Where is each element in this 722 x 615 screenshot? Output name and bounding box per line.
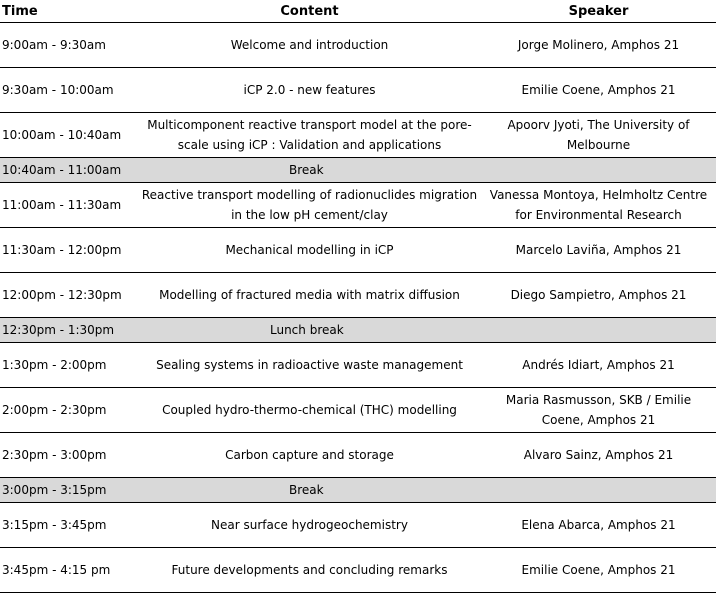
header-speaker: Speaker (481, 0, 716, 23)
break-label: Lunch break (270, 323, 344, 337)
content-cell: Welcome and introduction (138, 23, 481, 68)
content-cell: Future developments and concluding remarks (138, 548, 481, 593)
header-row (0, 0, 716, 23)
break-label: Break (289, 483, 324, 497)
speaker-cell: Jorge Molinero, Amphos 21 (481, 23, 716, 68)
header-time: Time (0, 0, 138, 23)
speaker-cell: Marcelo Laviña, Amphos 21 (481, 228, 716, 273)
content-cell: Carbon capture and storage (138, 433, 481, 478)
time-cell: 9:30am - 10:00am (0, 68, 138, 113)
time-cell: 10:00am - 10:40am (0, 113, 138, 158)
table-row (0, 273, 716, 318)
content-cell: Mechanical modelling in iCP (138, 228, 481, 273)
time-cell: 3:00pm - 3:15pm (0, 478, 138, 503)
speaker-cell: Emilie Coene, Amphos 21 (481, 68, 716, 113)
break-row (0, 158, 716, 183)
content-cell: iCP 2.0 - new features (138, 68, 481, 113)
table-row (0, 503, 716, 548)
break-cell (138, 158, 481, 183)
speaker-cell: Diego Sampietro, Amphos 21 (481, 273, 716, 318)
table-row (0, 433, 716, 478)
break-cell (138, 478, 481, 503)
content-cell: Modelling of fractured media with matrix diffusion (138, 273, 481, 318)
time-cell: 12:30pm - 1:30pm (0, 318, 138, 343)
speaker-cell: Apoorv Jyoti, The University of Melbourne (481, 113, 716, 158)
break-cell (138, 318, 481, 343)
time-cell: 2:30pm - 3:00pm (0, 433, 138, 478)
time-cell: 11:00am - 11:30am (0, 183, 138, 228)
speaker-cell: Vanessa Montoya, Helmholtz Centre for Environmental Research (481, 183, 716, 228)
break-row (0, 478, 716, 503)
table-row (0, 548, 716, 593)
break-row (0, 318, 716, 343)
speaker-cell (481, 478, 716, 503)
content-cell: Reactive transport modelling of radionuclides migration in the low pH cement/clay (138, 183, 481, 228)
content-cell: Multicomponent reactive transport model at the pore-scale using iCP : Validation and applications (138, 113, 481, 158)
header-content: Content (138, 0, 481, 23)
table-row (0, 23, 716, 68)
speaker-cell: Elena Abarca, Amphos 21 (481, 503, 716, 548)
speaker-cell: Emilie Coene, Amphos 21 (481, 548, 716, 593)
speaker-cell: Alvaro Sainz, Amphos 21 (481, 433, 716, 478)
table-row (0, 68, 716, 113)
time-cell: 9:00am - 9:30am (0, 23, 138, 68)
speaker-cell: Maria Rasmusson, SKB / Emilie Coene, Amphos 21 (481, 388, 716, 433)
time-cell: 3:15pm - 3:45pm (0, 503, 138, 548)
content-cell: Sealing systems in radioactive waste management (138, 343, 481, 388)
time-cell: 10:40am - 11:00am (0, 158, 138, 183)
time-cell: 2:00pm - 2:30pm (0, 388, 138, 433)
table-row (0, 183, 716, 228)
table-row (0, 343, 716, 388)
time-cell: 1:30pm - 2:00pm (0, 343, 138, 388)
speaker-cell (481, 318, 716, 343)
speaker-cell: Andrés Idiart, Amphos 21 (481, 343, 716, 388)
time-cell: 3:45pm - 4:15 pm (0, 548, 138, 593)
break-label: Break (289, 163, 324, 177)
speaker-cell (481, 158, 716, 183)
time-cell: 12:00pm - 12:30pm (0, 273, 138, 318)
table-row (0, 388, 716, 433)
content-cell: Coupled hydro-thermo-chemical (THC) modelling (138, 388, 481, 433)
time-cell: 11:30am - 12:00pm (0, 228, 138, 273)
table-row (0, 113, 716, 158)
content-cell: Near surface hydrogeochemistry (138, 503, 481, 548)
table-row (0, 228, 716, 273)
